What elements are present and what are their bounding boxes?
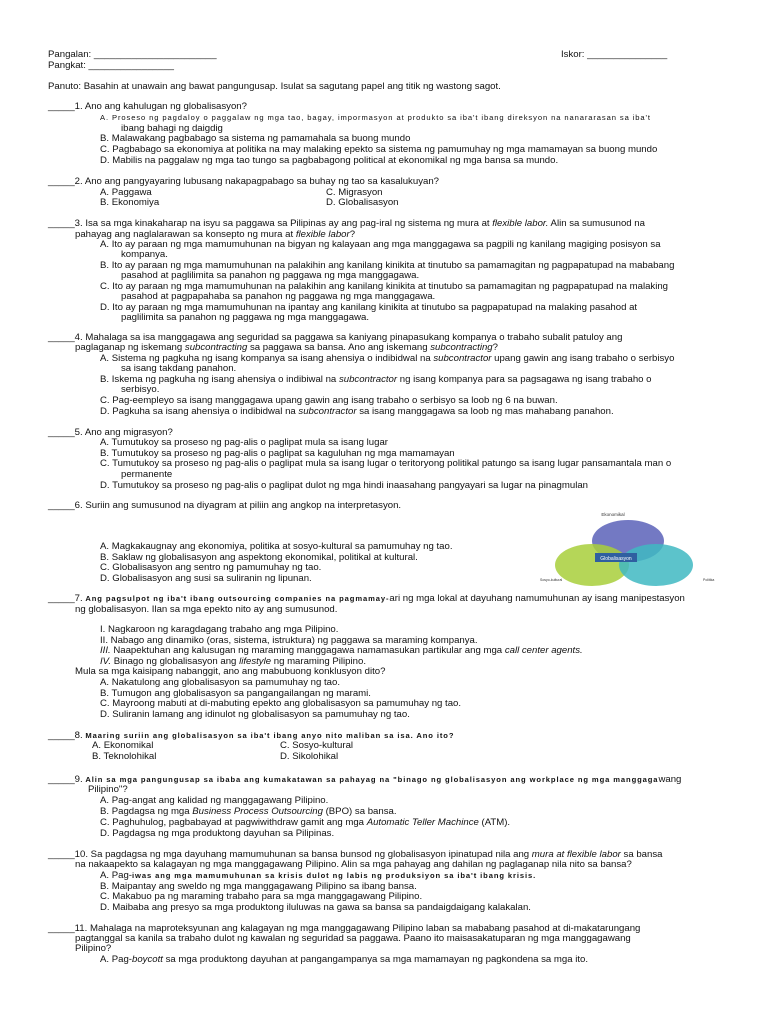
question-9-stem-cont: Pilipino"? (88, 784, 128, 795)
question-4-option-b-cont: serbisyo. (121, 384, 160, 395)
question-9-option-d: D. Pagdagsa ng mga produktong dayuhan sa Pilipinas. (100, 828, 335, 839)
question-10-stem: _____10. Sa pagdagsa ng mga dayuhang mamumuhunan sa bansa bunsod ng globalisasyon ipinatupad nila ang mura at flexible labor sa bansa (48, 849, 663, 860)
question-9-option-c: C. Paghuhulog, pagbabayad at pagwiwithdraw gamit ang mga Automatic Teller Machince (ATM). (100, 817, 511, 828)
question-11-stem-cont: pagtanggal sa kanila sa trabaho dulot ng kawalan ng seguridad sa paggawa. Paano ito maisasakatuparan ng mga manggagawang (75, 933, 631, 944)
question-5-option-a: A. Tumutukoy sa proseso ng pag-alis o paglipat mula sa isang lugar (100, 437, 388, 448)
question-8-stem: _____8. Maaring suriin ang globalisasyon sa iba't ibang anyo nito maliban sa isa. Ano ito? (48, 730, 455, 741)
question-5-stem: _____5. Ano ang migrasyon? (48, 427, 173, 438)
question-5-option-c-cont: permanente (121, 469, 173, 480)
question-11-stem-cont-2: Pilipino? (75, 943, 112, 954)
instructions: Panuto: Basahin at unawain ang bawat pangungusap. Isulat sa sagutang papel ang titik ng wastong sagot. (48, 81, 501, 92)
question-4-stem: _____4. Mahalaga sa isa manggagawa ang seguridad sa paggawa sa kaniyang pinapasukang kompanya o trabaho subalit patuloy ang (48, 332, 623, 343)
venn-circle-sociocultural (555, 544, 629, 586)
question-5-option-c: C. Tumutukoy sa proseso ng pag-alis o paglipat mula sa isang lugar o teritoryong politikal patungo sa isang lugar pansamantala man o (100, 458, 672, 469)
venn-circle-political (619, 544, 693, 586)
question-1-option-c: C. Pagbabago sa ekonomiya at politika na may malaking epekto sa sistema ng pamumuhay ng mga mamamayan sa buong mundo (100, 144, 658, 155)
question-4-option-a-cont: sa isang takdang panahon. (121, 363, 237, 374)
question-7-option-c: C. Mayroong mabuti at di-mabuting epekto ang globalisasyon sa pamumuhay ng tao. (100, 698, 462, 709)
question-4-option-c: C. Pag-eempleyo sa isang manggagawa upang gawin ang isang trabaho o serbisyo sa loob ng 6 na buwan. (100, 395, 558, 406)
question-3-option-b: B. Ito ay paraan ng mga mamumuhunan na palakihin ang kanilang kinikita at tinutubo sa pamamagitan ng pagpapatupad na mababang (100, 260, 675, 271)
question-7-effect-i: I. Nagkaroon ng karagdagang trabaho ang mga Pilipino. (100, 624, 339, 635)
question-1-stem: _____1. Ano ang kahulugan ng globalisasyon? (48, 101, 247, 112)
question-7-effect-iv: IV. Binago ng globalisasyon ang lifestyle ng maraming Pilipino. (100, 656, 366, 667)
question-7-stem-cont: ng globalisasyon. Ilan sa mga epekto nito ay ang sumusunod. (75, 604, 338, 615)
question-8-option-c: C. Sosyo-kultural (280, 740, 354, 751)
question-7-effect-iii: III. Naapektuhan ang kalusugan ng maraming manggagawa namamasukan partikular ang mga call center agents. (100, 645, 583, 656)
question-3-option-d-cont: paglilimita sa panahon ng paggawa ng mga manggagawa. (121, 312, 370, 323)
question-7-question: Mula sa mga kaisipang nabanggit, ano ang mabubuong konklusyon dito? (75, 666, 386, 677)
question-11-stem: _____11. Mahalaga na maproteksyunan ang kalagayan ng mga manggagawang Pilipino laban sa mababang pasahod at di-makatarungang (48, 923, 641, 934)
group-field-label: Pangkat: ________________ (48, 60, 174, 71)
question-2-option-d: D. Globalisasyon (326, 197, 399, 208)
question-7-option-b: B. Tumugon ang globalisasyon sa pangangailangan ng marami. (100, 688, 371, 699)
question-5-option-d: D. Tumutukoy sa proseso ng pag-alis o paglipat dulot ng mga hindi inaasahang pangyayari sa lugar na pinagmulan (100, 480, 588, 491)
venn-top-label: Ekonomikal (601, 512, 625, 517)
question-6-option-b: B. Saklaw ng globalisasyon ang aspektong ekonomikal, politikal at kultural. (100, 552, 418, 563)
question-10-option-d: D. Maibaba ang presyo sa mga produktong iluluwas na gawa sa bansa sa pandaigdaigang kalakalan. (100, 902, 531, 913)
question-3-option-c: C. Ito ay paraan ng mga mamumuhunan na palakihin ang kanilang kinikita at tinutubo sa pamamagitan ng pagpapatupad na malaking (100, 281, 669, 292)
globalization-venn-diagram (528, 508, 728, 590)
question-9-stem: _____9. Alin sa mga pangungusap sa ibaba ang kumakatawan sa pahayag na "binago ng globalisasyon ang workplace ng mga manggagawang (48, 774, 682, 785)
venn-center-label: Globalisasyon (600, 556, 632, 562)
question-2-option-b: B. Ekonomiya (100, 197, 160, 208)
question-9-option-a: A. Pag-angat ang kalidad ng manggagawang Pilipino. (100, 795, 329, 806)
question-4-option-d: D. Pagkuha sa isang ahensiya o indibidwal na subcontractor sa isang manggagawa sa loob ng mas mahabang panahon. (100, 406, 614, 417)
question-11-option-a: A. Pag-boycott sa mga produktong dayuhan at pangangampanya sa mga mamamayan ng pagkondena sa mga ito. (100, 954, 589, 965)
question-3-option-d: D. Ito ay paraan ng mga mamumuhunan na ipantay ang kanilang kinikita at tinutubo sa pagpapatupad na malaking pasahod at (100, 302, 638, 313)
question-4-option-a: A. Sistema ng pagkuha ng isang kompanya sa isang ahensiya o indibidwal na subcontractor upang gawin ang isang trabaho o serbisyo (100, 353, 675, 364)
question-9-option-b: B. Pagdagsa ng mga Business Process Outsourcing (BPO) sa bansa. (100, 806, 397, 817)
question-10-option-b: B. Maipantay ang sweldo ng mga manggagawang Pilipino sa ibang bansa. (100, 881, 417, 892)
question-7-option-d: D. Suliranin lamang ang idinulot ng globalisasyon sa pamumuhay ng tao. (100, 709, 410, 720)
question-4-stem-cont: paglaganap ng iskemang subcontracting sa paggawa sa bansa. Ano ang iskemang subcontracting? (75, 342, 498, 353)
venn-right-label: Politika (703, 578, 715, 582)
question-1-option-d: D. Mabilis na paggalaw ng mga tao tungo sa pagbabagong political at ekonomikal ng mga bansa sa mundo. (100, 155, 559, 166)
question-7-stem: _____7. Ang pagsulpot ng iba't ibang outsourcing companies na pagmamay-ari ng mga lokal at dayuhang namumuhunan ay isang manipestasyon (48, 593, 685, 604)
question-8-option-d: D. Sikolohikal (280, 751, 339, 762)
question-3-option-a: A. Ito ay paraan ng mga mamumuhunan na bigyan ng kalayaan ang mga manggagawa sa pagpili ng kanilang magiging posisyon sa (100, 239, 661, 250)
question-2-option-a: A. Paggawa (100, 187, 152, 198)
question-6-option-a: A. Magkakaugnay ang ekonomiya, politika at sosyo-kultural sa pamumuhay ng tao. (100, 541, 453, 552)
question-1-option-b: B. Malawakang pagbabago sa sistema ng pamamahala sa buong mundo (100, 133, 411, 144)
question-2-option-c: C. Migrasyon (326, 187, 383, 198)
question-6-option-d: D. Globalisasyon ang susi sa suliranin ng lipunan. (100, 573, 312, 584)
question-10-option-a: A. Pag-iwas ang mga mamumuhunan sa krisis dulot ng labis ng produksiyon sa iba't ibang krisis. (100, 870, 537, 881)
question-4-option-b: B. Iskema ng pagkuha ng isang ahensiya o indibiwal na subcontractor ng isang kompanya para sa pagsagawa ng isang trabaho o (100, 374, 652, 385)
question-3-option-b-cont: pasahod at paglilimita sa panahon ng paggawa ng mga manggagawa. (121, 270, 420, 281)
question-10-stem-cont: na nakaapekto sa kalagayan ng mga manggagawang Pilipino. Alin sa mga pahayag ang dahilan ng paglaganap nila nito sa bansa? (75, 859, 632, 870)
question-3-stem-cont: pahayag ang naglalarawan sa konsepto ng mura at flexible labor? (75, 229, 356, 240)
question-2-stem: _____2. Ano ang pangyayaring lubusang nakapagpabago sa buhay ng tao sa kasalukuyan? (48, 176, 439, 187)
question-1-option-a: A. Proseso ng pagdaloy o paggalaw ng mga tao, bagay, impormasyon at produkto sa iba't ibang direksyon na nanararasan sa iba't (100, 113, 651, 122)
name-field-label: Pangalan: _______________________ (48, 49, 217, 60)
question-5-option-b: B. Tumutukoy sa proseso ng pag-alis o paglipat sa kaguluhan ng mga mamamayan (100, 448, 455, 459)
question-3-option-a-cont: kompanya. (121, 249, 168, 260)
question-1-option-a-cont: ibang bahagi ng daigdig (121, 123, 223, 134)
question-6-option-c: C. Globalisasyon ang sentro ng pamumuhay ng tao. (100, 562, 322, 573)
question-8-option-a: A. Ekonomikal (92, 740, 154, 751)
question-3-stem: _____3. Isa sa mga kinakaharap na isyu sa paggawa sa Pilipinas ay ang pag-iral ng sistema ng mura at flexible labor. Alin sa sumusunod na (48, 218, 645, 229)
question-7-effect-ii: II. Nabago ang dinamiko (oras, sistema, istruktura) ng paggawa sa maraming kompanya. (100, 635, 478, 646)
question-7-option-a: A. Nakatulong ang globalisasyon sa pamumuhay ng tao. (100, 677, 340, 688)
score-field-label: Iskor: _______________ (561, 49, 668, 60)
question-10-option-c: C. Makabuo pa ng maraming trabaho para sa mga manggagawang Pilipino. (100, 891, 423, 902)
question-3-option-c-cont: pasahod at pagpapahaba sa panahon ng paggawa ng mga manggagawa. (121, 291, 436, 302)
venn-left-label: Sosyo-kultural (540, 578, 563, 582)
question-6-stem: _____6. Suriin ang sumusunod na diyagram at piliin ang angkop na interpretasyon. (48, 500, 402, 511)
question-8-option-b: B. Teknolohikal (92, 751, 157, 762)
